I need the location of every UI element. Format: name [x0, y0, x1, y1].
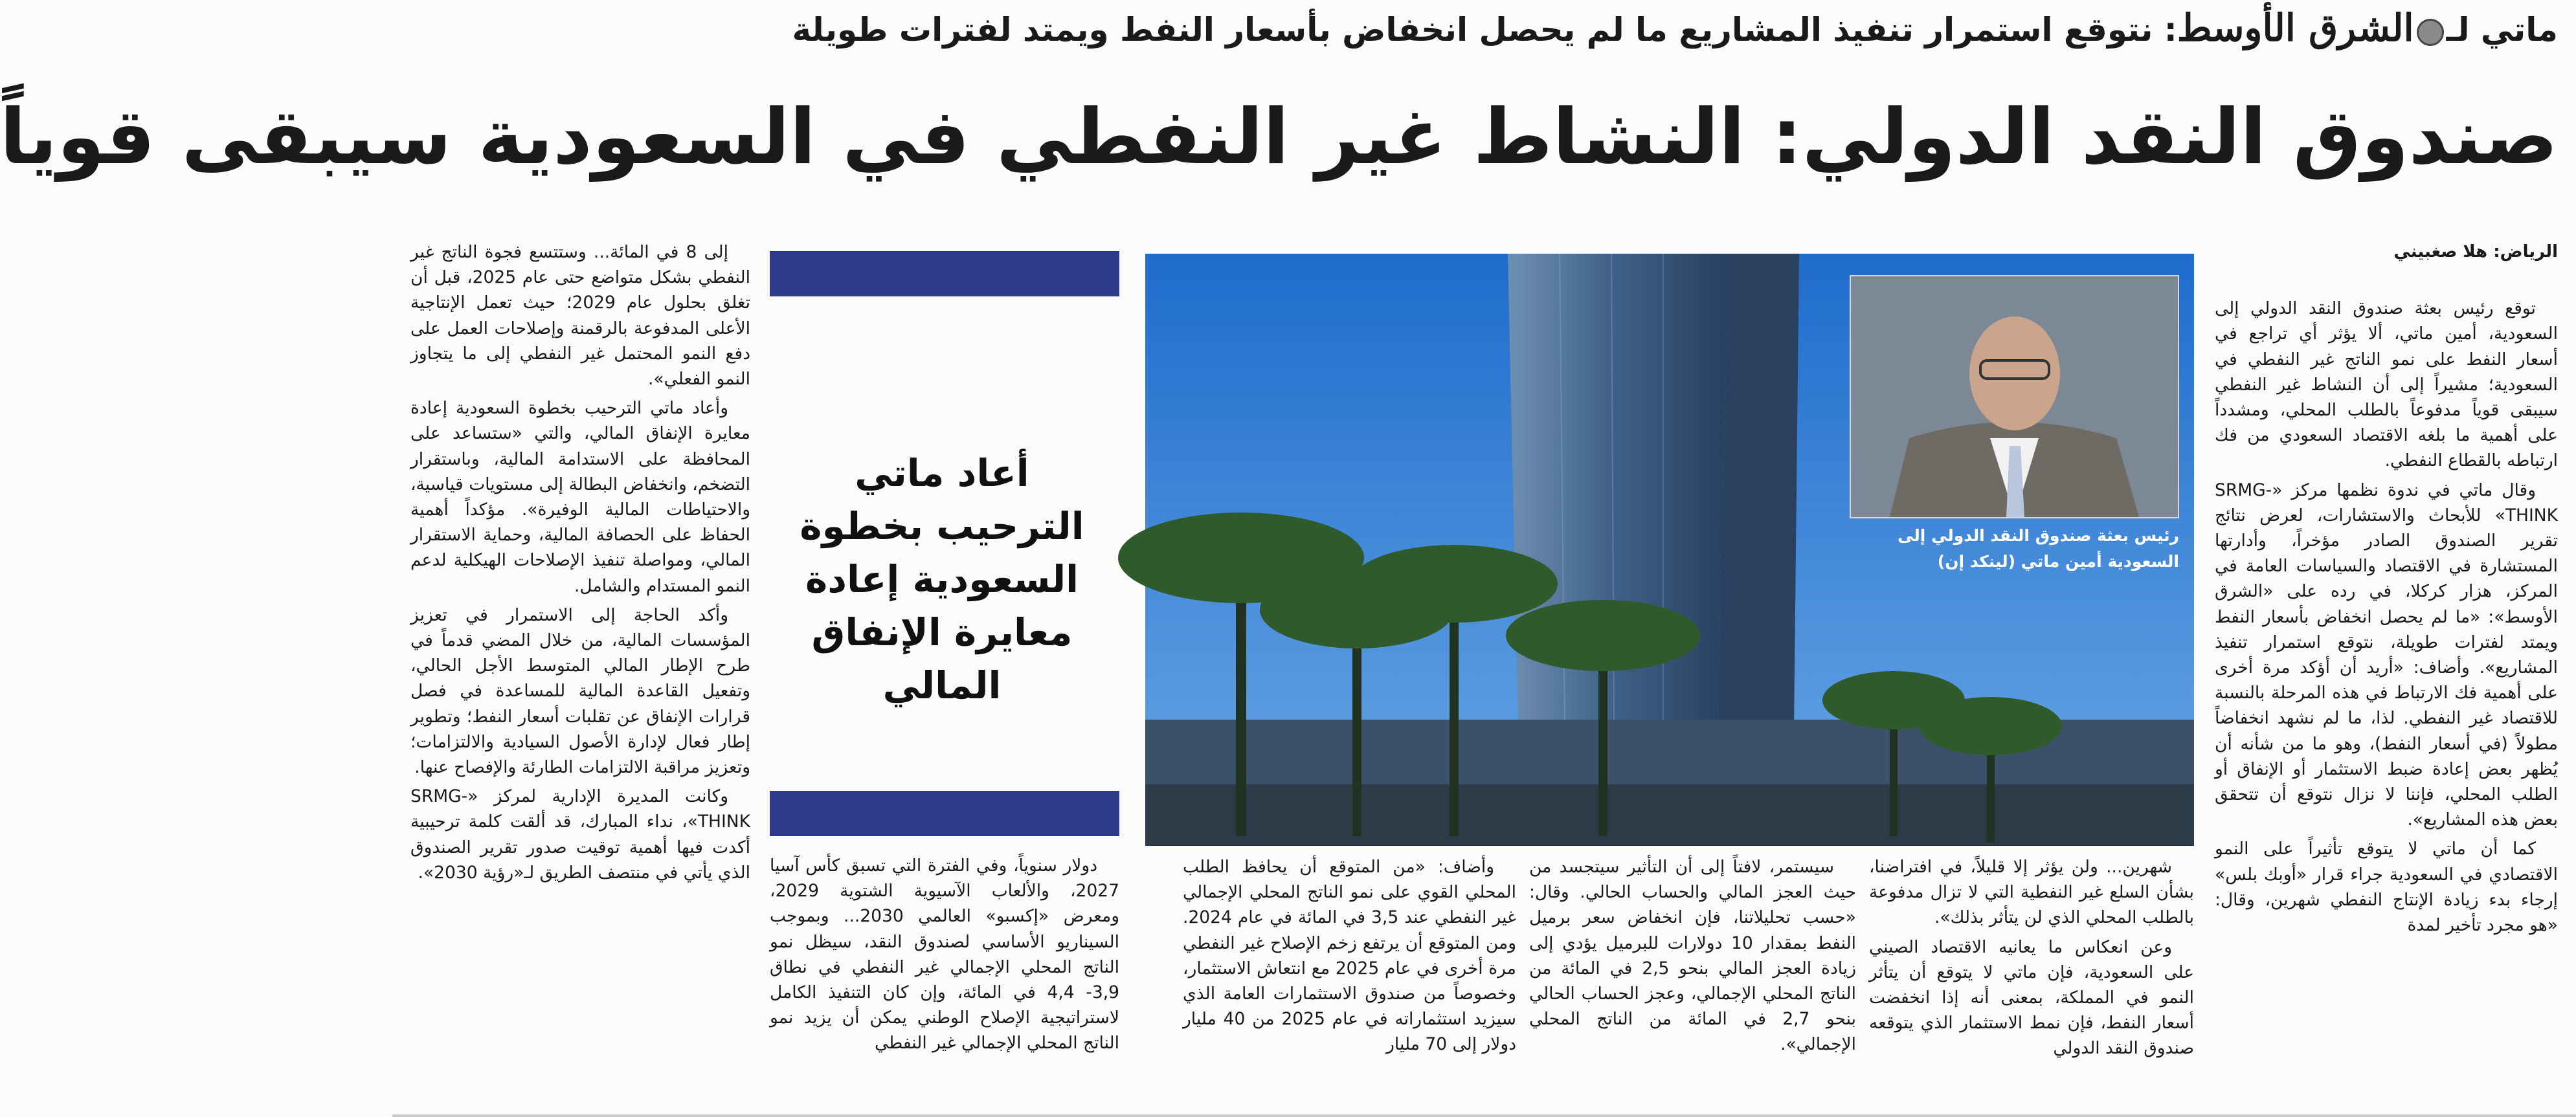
pullquote-top-bar — [770, 251, 1119, 296]
paragraph: إلى 8 في المائة... وستتسع فجوة الناتج غير النفطي بشكل متواضع حتى عام 2025، قبل أن تغلق بحلول عام 2029؛ حيث تعمل الإنتاجية الأعلى المدفوعة بالرقمنة وإصلاحات العمل على دفع النمو المحتمل غير النفطي إلى ما يتجاوز النمو الفعلي». — [410, 242, 750, 390]
paragraph: وعن انعكاس ما يعانيه الاقتصاد الصيني على السعودية، فإن ماتي لا يتوقع أن يتأثر النمو في المملكة، بمعنى أنه إذا انخفضت أسعار النفط، فإن نمط الاستثمار الذي يتوقعه صندوق النقد الدولي — [1869, 936, 2194, 1059]
paragraph: شهرين... ولن يؤثر إلا قليلاً، في افتراضنا، بشأن السلع غير النفطية التي لا تزال مدفوعة بالطلب المحلي الذي لن يتأثر بذلك». — [1869, 857, 2194, 928]
paragraph: توقع رئيس بعثة صندوق النقد الدولي إلى السعودية، أمين ماتي، ألا يؤثر أي تراجع في أسعار النفط على نمو الناتج غير النفطي في السعودية؛ مشيراً إلى أن النشاط غير النفطي سيبقى قوياً مدفوعاً بالطلب المحلي، ومشدداً على أهمية ما بلغه الاقتصاد السعودي من فك ارتباطه بالقطاع النفطي. — [2215, 298, 2558, 471]
portrait-inset — [1850, 275, 2179, 518]
page-bottom-rule — [392, 1114, 2576, 1117]
byline: الرياض: هلا صغبيني — [2393, 242, 2558, 261]
kicker — [410, 3, 2558, 53]
article-column-2 — [1869, 854, 2194, 1113]
newspaper-logo: الشرق الأوسط — [2177, 6, 2414, 50]
article-column-3 — [1529, 854, 1856, 1113]
kicker-text: : نتوقع استمرار تنفيذ المشاريع ما لم يحصل انخفاض بأسعار النفط ويمتد لفترات طويلة — [792, 11, 2177, 49]
paragraph: وكانت المديرة الإدارية لمركز «SRMG-THINK»، نداء المبارك، قد ألقت كلمة ترحيبية أكدت فيها أهمية توقيت صدور تقرير الصندوق الذي يأتي في منتصف الطريق لـ«رؤية 2030». — [410, 786, 750, 883]
pullquote: أعاد ماتي الترحيب بخطوة السعودية إعادة معايرة الإنفاق المالي — [800, 451, 1084, 707]
paragraph: وأكد الحاجة إلى الاستمرار في تعزيز المؤسسات المالية، من خلال المضي قدماً في طرح الإطار المالي المتوسط الأجل الحالي، وتفعيل القاعدة المالية للمساعدة في فصل قرارات الإنفاق عن تقلبات أسعار النفط؛ وتطوير إطار فعال لإدارة الأصول السيادية والالتزامات؛ وتعزيز مراقبة الالتزامات الطارئة والإفصاح عنها. — [410, 604, 750, 778]
article-column-4 — [1183, 854, 1516, 1113]
globe-logo-icon — [2417, 19, 2444, 46]
article-column-6 — [410, 239, 750, 1114]
photo-caption: رئيس بعثة صندوق النقد الدولي إلى السعودية أمين ماتي (لينكد إن) — [1898, 526, 2179, 571]
paragraph: وأضاف: «من المتوقع أن يحافظ الطلب المحلي القوي على نمو الناتج المحلي الإجمالي غير النفطي عند 3,5 في المائة في عام 2024. ومن المتوقع أن يرتفع زخم الإصلاح غير النفطي مرة أخرى في عام 2025 مع انتعاش الاستثمار، وخصوصاً من صندوق الاستثمارات العامة الذي سيزيد استثماراته في عام 2025 من 40 مليار دولار إلى 70 مليار — [1183, 857, 1516, 1055]
person-portrait-image — [1851, 276, 2178, 517]
headline: صندوق النقد الدولي: النشاط غير النفطي في السعودية سيبقى قوياً — [0, 92, 2558, 181]
paragraph: كما أن ماتي لا يتوقع تأثيراً على النمو الاقتصادي في السعودية جراء قرار «أوبك بلس» إرجاء بدء زيادة الإنتاج النفطي شهرين، وقال: «هو مجرد تأخير لمدة — [2215, 839, 2558, 936]
paragraph: وأعاد ماتي الترحيب بخطوة السعودية إعادة معايرة الإنفاق المالي، والتي «ستساعد على المحافظة على الاستدامة المالية، وباستقرار التضخم، وانخفاض البطالة إلى مستويات قياسية، والاحتياطات المالية الوفيرة». مؤكداً أهمية الحفاظ على الحصافة المالية، وحماية الاستقرار المالي، ومواصلة تنفيذ الإصلاحات الهيكلية لدعم النمو المستدام والشامل. — [410, 398, 750, 596]
kicker-prefix: ماتي لـ — [2446, 11, 2558, 49]
paragraph: دولار سنوياً، وفي الفترة التي تسبق كأس آسيا 2027، والألعاب الآسيوية الشتوية 2029، ومعرض «إكسبو» العالمي 2030... وبموجب السيناريو الأساسي لصندوق النقد، سيظل نمو الناتج المحلي الإجمالي غير النفطي في نطاق 3,9- 4,4 في المائة، وإن كان التنفيذ الكامل لاستراتيجية الإصلاح الوطني يمكن أن يزيد نمو الناتج المحلي الإجمالي غير النفطي — [770, 856, 1120, 1054]
pullquote-bottom-bar — [770, 791, 1119, 836]
article-column-1 — [2215, 239, 2558, 1114]
paragraph: سيستمر، لافتاً إلى أن التأثير سيتجسد من حيث العجز المالي والحساب الحالي. وقال: «حسب تحليلاتنا، فإن انخفاض سعر برميل النفط بمقدار 10 دولارات للبرميل يؤدي إلى زيادة العجز المالي بنحو 2,5 في المائة من الناتج المحلي الإجمالي، وعجز الحساب الحالي بنحو 2,7 في المائة من الناتج المحلي الإجمالي». — [1529, 857, 1857, 1055]
paragraph: وقال ماتي في ندوة نظمها مركز «SRMG-THINK» للأبحاث والاستشارات، لعرض نتائج تقرير الصندوق الصادر مؤخراً، وأدارتها المستشارة في الاقتصاد والسياسات العامة في المركز، هزار كركلا، في رده على «الشرق الأوسط»: «ما لم يحصل انخفاض بأسعار النفط ويمتد لفترات طويلة، نتوقع استمرار تنفيذ المشاريع». وأضاف: «أريد أن أؤكد مرة أخرى على أهمية فك الارتباط في هذه المرحلة بالنسبة للاقتصاد غير النفطي. لذا، ما لم نشهد انخفاضاً مطولاً (في أسعار النفط)، وهو ما من شأنه أن يُظهر بعض إعادة ضبط الاستثمار أو الإنفاق أو الطلب المحلي، فإننا لا نزال نتوقع أن تتحقق بعض هذه المشاريع». — [2215, 480, 2558, 830]
article-column-5 — [770, 853, 1119, 1114]
